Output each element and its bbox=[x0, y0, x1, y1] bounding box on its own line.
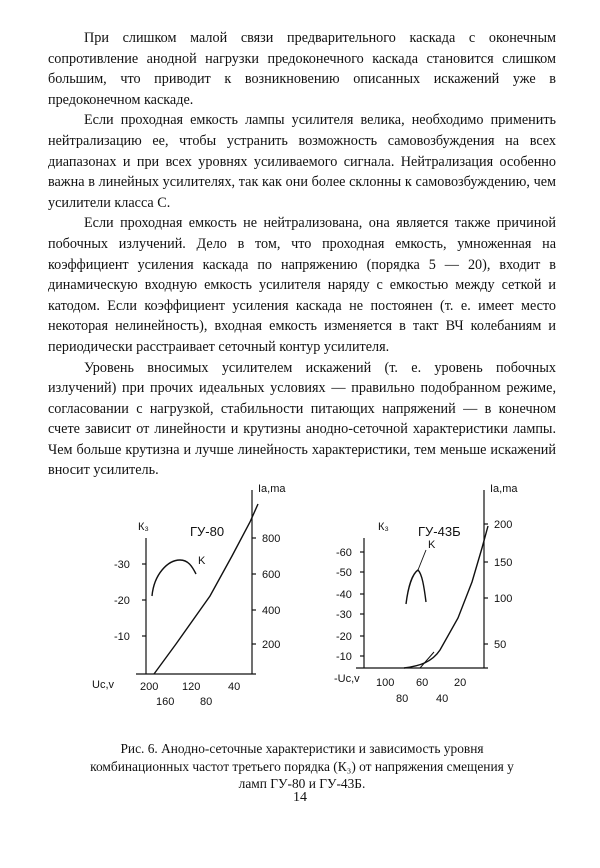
paragraph-3: Если проходная емкость не нейтрализована, она является также причиной побочных излучений. Дело в том, что проходная емкость, умноженная на коэффициент усиления каскада по напряжению (порядка 5 — 20), входит в динамическую входную емкость усилителя наряду с емкостью между сеткой и катодом. Если коэффициент усиления каскада не постоянен (т. е. имеет место некоторая нелинейность), входная емкость изменяется в такт ВЧ колебаниям и периодически расстраивает сеточный контур усилителя. bbox=[48, 215, 556, 355]
gu43b-ia-tick: 150 bbox=[494, 557, 513, 569]
gu80-x-tick: 120 bbox=[182, 681, 201, 693]
page-number: 14 bbox=[293, 790, 307, 805]
gu80-ia-tick: 600 bbox=[262, 569, 281, 581]
gu43b-k3-axis-label: К₃ bbox=[378, 521, 389, 533]
gu43b-ia-axis-label: Ia,ma bbox=[490, 483, 518, 495]
gu80-k3-tick: -20 bbox=[114, 595, 130, 607]
gu80-title: ГУ-80 bbox=[190, 524, 225, 539]
caption-line-3: ламп ГУ-80 и ГУ-43Б. bbox=[238, 776, 366, 791]
gu43b-k3-tick: -10 bbox=[336, 651, 352, 663]
gu43b-ia-tick: 50 bbox=[494, 639, 507, 651]
gu80-curve-label: K bbox=[198, 555, 206, 567]
gu43b-title: ГУ-43Б bbox=[418, 524, 461, 539]
gu80-x-axis-label: Uc,v bbox=[92, 679, 114, 691]
paragraph-2: Если проходная емкость лампы усилителя велика, необходимо применить нейтрализацию ее, чтобы устранить возможность самовозбуждения на всех диапазонах и при всех уровнях усиливаемого сигнала. Нейтрализация особенно важна в линейных усилителях, так как они более склонны к самовозбуждению, чем усилители класса С. bbox=[48, 112, 556, 211]
gu80-ia-tick: 400 bbox=[262, 605, 281, 617]
figure-caption bbox=[48, 740, 556, 793]
gu80-ia-axis-label: Ia,ma bbox=[258, 483, 286, 495]
gu43b-x-tick: 100 bbox=[376, 677, 395, 689]
plot-gu80 bbox=[136, 490, 258, 674]
gu43b-k3-curve bbox=[406, 570, 426, 604]
caption-line-2: комбинационных частот третьего порядка (К₃) от напряжения смещения у bbox=[90, 758, 514, 774]
figure-6 bbox=[40, 478, 560, 740]
gu43b-curve-label: K bbox=[428, 539, 436, 551]
gu43b-x-axis-label: -Uc,v bbox=[334, 673, 360, 685]
gu43b-x-tick: 40 bbox=[436, 693, 449, 705]
gu43b-ia-tick: 100 bbox=[494, 593, 513, 605]
gu43b-anode-curve bbox=[404, 526, 488, 668]
gu43b-ia-tick: 200 bbox=[494, 519, 513, 531]
gu80-k3-curve bbox=[152, 560, 196, 596]
gu43b-x-tick: 20 bbox=[454, 677, 467, 689]
gu80-k3-tick: -10 bbox=[114, 631, 130, 643]
gu80-ia-tick: 200 bbox=[262, 639, 281, 651]
gu80-k3-tick: -30 bbox=[114, 559, 130, 571]
gu43b-k3-tick: -50 bbox=[336, 567, 352, 579]
body-text bbox=[48, 28, 556, 481]
plot-gu43b bbox=[356, 490, 488, 668]
gu43b-x-tick: 60 bbox=[416, 677, 429, 689]
gu43b-k3-tick: -20 bbox=[336, 631, 352, 643]
gu80-ia-tick: 800 bbox=[262, 533, 281, 545]
gu43b-k3-tick: -30 bbox=[336, 609, 352, 621]
gu43b-k3-tick: -40 bbox=[336, 589, 352, 601]
gu80-x-tick: 200 bbox=[140, 681, 159, 693]
caption-line-1: Рис. 6. Анодно-сеточные характеристики и зависимость уровня bbox=[120, 741, 484, 756]
gu43b-x-tick: 80 bbox=[396, 693, 409, 705]
gu80-x-tick: 40 bbox=[228, 681, 241, 693]
gu43b-k3-tick: -60 bbox=[336, 547, 352, 559]
gu80-k3-axis-label: К₃ bbox=[138, 521, 149, 533]
gu80-x-tick: 80 bbox=[200, 696, 213, 708]
paragraph-1: При слишком малой связи предварительного каскада с оконечным сопротивление анодной нагрузки предоконечного каскада становится слишком большим, что приводит к возникновению описанных искажений уже в предоконечном каскаде. bbox=[48, 30, 556, 108]
gu80-x-tick: 160 bbox=[156, 696, 175, 708]
paragraph-4: Уровень вносимых усилителем искажений (т. е. уровень побочных излучений) при прочих идеальных условиях — правильно подобранном режиме, согласовании с нагрузкой, стабильности питающих напряжений — в конечном счете зависит от линейности и крутизны анодно-сеточной характеристики лампы. Чем больше крутизна и лучше линейность характеристики, тем меньше искажений вносит усилитель. bbox=[48, 359, 556, 479]
